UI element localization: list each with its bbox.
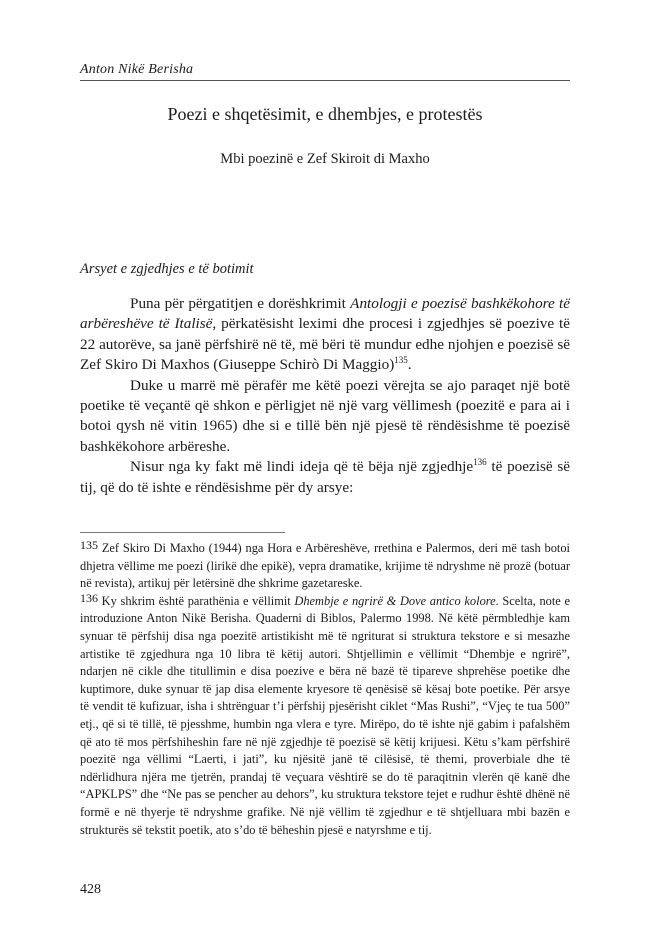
footnote-136-text-cont: . Scelta, note e introduzione Anton Nikë Berisha. Quaderni di Biblos, Palermo 1998. Në këtë përmbledhje kam synuar të përfshij disa nga poezitë artistikisht më të ngriturat si struktura tekstore e si mesazhe artistike të zgjedhura nga 10 libra të këtij autori. Shtjellimin e vëllimit “Dhembje e ngrirë”, ndarjen në cikle dhe titullimin e disa poezive e bëra në bazë të tipareve shprehëse poetike dhe kuptimore, duke synuar të jap disa elemente kryesore të qenësisë së kësaj bote poetike. Për arsye të vendit të kufizuar, isha i shtrënguar t’i përfshij pjesërisht ciklet “Mas Rushi”, “Vjeç te tua 500” etj., që si të tillë, të pjesshme, humbin nga vlera e tyre. Mirëpo, do të ishte një gabim i pafalshëm që ato të mos përfshiheshin fare në një zgjedhje të poezisë së këtij krijuesi. Këtu s’kam përfshirë poezitë nga vëllimi “Laerti, i jati”, ku njësitë janë të cilësisë, të themi, proverbiale dhe të ndërlidhura njëra me tjetrën, prandaj të veçuara vështirë se do të paraqitnin vlerën që kanë dhe “APKLPS” dhe “Ne pas se pencher au dehors”, ku struktura tekstore tejet e rudhur është dhënë në formë e në thyerje të ndryshme grafike. Në një vëllim të zgjedhur e të shtjelluara mbi bazën e strukturës së tekstit poetik, ato s’do të bëheshin pjesë e natyrshme e tij. — [80, 593, 570, 837]
paragraph-1-text: Puna për përgatitjen e dorëshkrimit — [130, 295, 351, 312]
footnote-number-136: 136 — [80, 590, 98, 605]
paragraph-3-text: Nisur nga ky fakt më lindi ideja që të bëja një zgjedhje — [130, 458, 474, 476]
footnote-135-text: Zef Skiro Di Maxho (1944) nga Hora e Arbëreshëve, rrethina e Palermos, deri më tash botoi dhjetra vëllime me poezi (lirikë dhe epikë), vepra dramatike, krijime të ndryshme në prozë (botuar në revista), artikuj për letërsinë dhe shkrime gazetareske. — [80, 541, 570, 591]
footnote-136 — [80, 590, 570, 839]
page-number: 428 — [80, 882, 101, 897]
footnote-136-book-title: Dhembje e ngrirë & Dove antico kolore — [294, 593, 496, 608]
footnote-ref-136[interactable]: 136 — [473, 457, 487, 468]
section-heading: Arsyet e zgjedhjes e të botimit — [80, 261, 254, 277]
body-text — [80, 294, 570, 498]
running-head: Anton Nikë Berisha — [80, 62, 194, 77]
paragraph-2: Duke u marrë më përafër me këtë poezi vërejta se ajo paraqet një botë poetike të veçantë që shkon e përligjet në një varg vëllimesh (poezitë e para ai i botoi qysh në vitin 1965) dhe si e tillë bën një pjesë të rëndësishme të poezisë bashkëkohore arbëreshe. — [80, 376, 570, 455]
footnote-136-text: Ky shkrim është parathënia e vëllimit — [98, 593, 295, 608]
chapter-title: Poezi e shqetësimit, e dhembjes, e protestës — [167, 104, 483, 124]
footnote-ref-135[interactable]: 135 — [394, 355, 408, 366]
paragraph-3 — [80, 457, 570, 498]
paragraph-3-text-cont: të poezisë së tij, që do të ishte e rëndësishme për dy arsye: — [80, 458, 570, 496]
footnote-number-135: 135 — [80, 538, 98, 552]
chapter-subtitle: Mbi poezinë e Zef Skiroit di Maxho — [220, 151, 430, 167]
paragraph-1 — [80, 294, 570, 376]
footnote-135 — [80, 540, 570, 593]
anthology-title: Antologji e poezisë bashkëkohore të arbëreshëve të Italisë — [80, 295, 570, 333]
paragraph-1-end: . — [407, 356, 412, 374]
footnote-separator — [80, 532, 285, 533]
header-rule — [80, 80, 570, 81]
footnotes — [80, 540, 570, 839]
paragraph-1-text-cont: , përkatësisht leximi dhe procesi i zgjedhjes së poezive të 22 autorëve, sa janë përfshirë në të, më bëri të mundur edhe njohjen e poezisë së Zef Skiro Di Maxhos (Giuseppe Schirò Di Maggio) — [80, 315, 571, 374]
